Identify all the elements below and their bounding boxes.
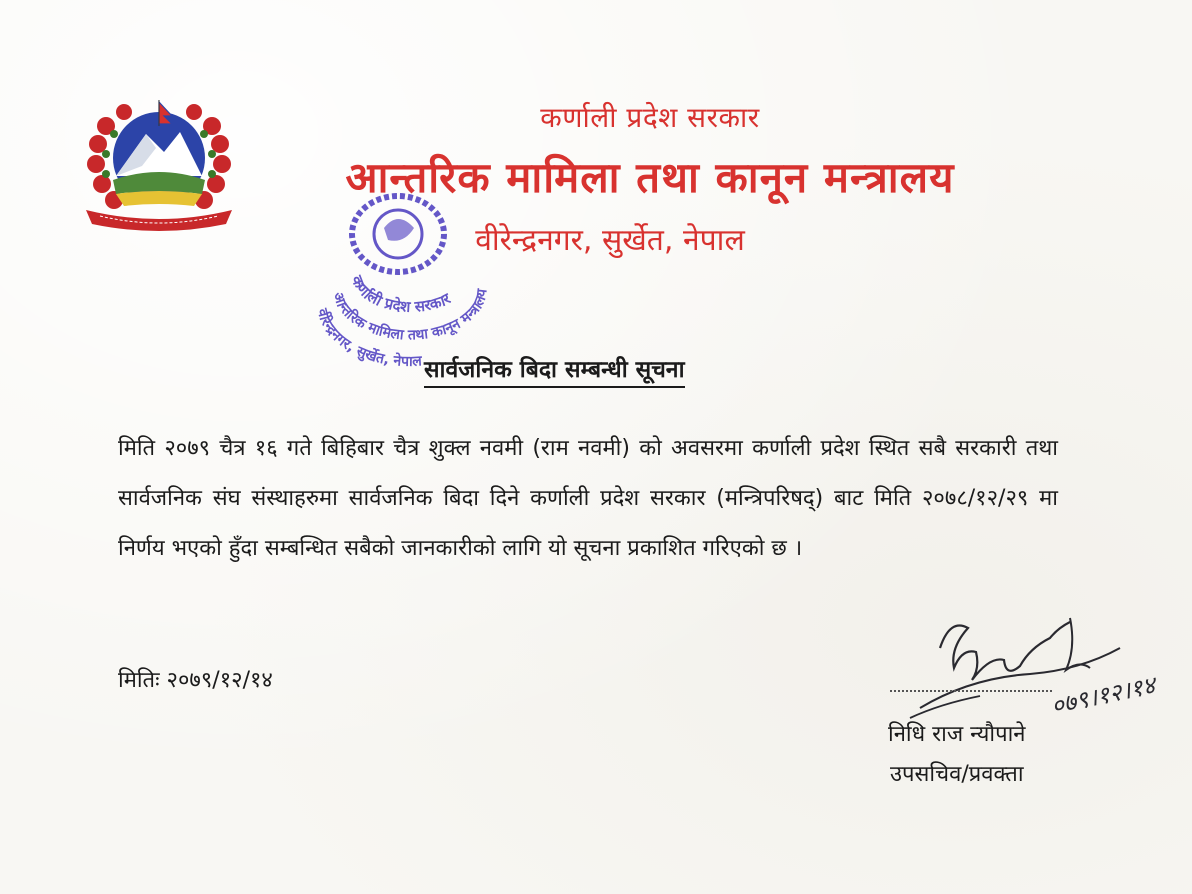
signer-name: निधि राज न्यौपाने <box>888 722 1026 747</box>
notice-body: मिति २०७९ चैत्र १६ गते बिहिबार चैत्र शुक्ल नवमी (राम नवमी) को अवसरमा कर्णाली प्रदेश स्थित सबै सरकारी तथा सार्वजनिक संघ संस्थाहरुमा सार्वजनिक बिदा दिने कर्णाली प्रदेश सरकार (मन्त्रिपरिषद्) बाट मिति २०७८/१२/२९ मा निर्णय भएको हुँदा सम्बन्धित सबैको जानकारीको लागि यो सूचना प्रकाशित गरिएको छ । <box>118 436 1058 561</box>
ministry-name: आन्तरिक मामिला तथा कानून मन्त्रालय <box>345 153 955 202</box>
office-stamp-seal <box>300 190 515 370</box>
stamp-text-line3: वीरेन्द्रनगर, सुर्खेत, नेपाल <box>313 306 423 370</box>
handwritten-signature-date: ०७९।१२।१४ <box>1048 670 1158 721</box>
notice-date: मितिः २०७९/१२/१४ <box>118 668 273 693</box>
signer-designation: उपसचिव/प्रवक्ता <box>890 762 1024 787</box>
nepal-coat-of-arms-icon <box>76 96 242 236</box>
office-address: वीरेन्द्रनगर, सुर्खेत, नेपाल <box>475 223 745 258</box>
notice-title: सार्वजनिक बिदा सम्बन्धी सूचना <box>424 352 685 388</box>
stamp-text-line1: कर्णाली प्रदेश सरकार <box>347 273 454 316</box>
signature-line <box>890 690 1052 692</box>
province-name: कर्णाली प्रदेश सरकार <box>540 101 760 134</box>
stamp-text-line2: आन्तरिक मामिला तथा कानून मन्त्रालय <box>329 288 491 344</box>
